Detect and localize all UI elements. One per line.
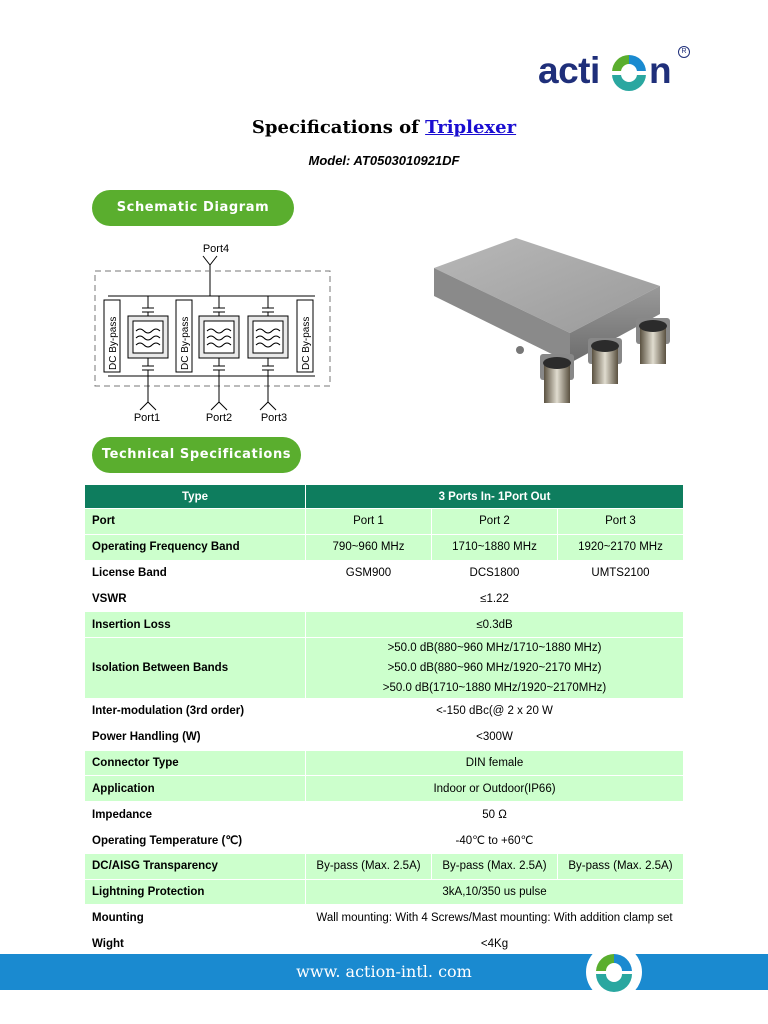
row-value: By-pass (Max. 2.5A) <box>557 853 683 879</box>
footer-url-link[interactable]: www. action-intl. com <box>296 962 472 981</box>
row-value: By-pass (Max. 2.5A) <box>431 853 557 879</box>
row-value <box>306 637 684 698</box>
filter-block-2 <box>199 296 239 370</box>
registered-mark: R <box>678 46 690 58</box>
brand-logo <box>536 50 692 100</box>
table-row <box>85 724 684 750</box>
logo-text-right: n <box>649 50 672 91</box>
type-header-value: 3 Ports In- 1Port Out <box>306 485 684 509</box>
table-row <box>85 586 684 612</box>
row-label: Application <box>85 776 306 802</box>
row-value: ≤0.3dB <box>306 612 684 638</box>
table-row <box>85 534 684 560</box>
row-value: 50 Ω <box>306 802 684 828</box>
row-label: Wight <box>85 931 306 957</box>
table-row <box>85 612 684 638</box>
row-value: UMTS2100 <box>557 560 683 586</box>
table-row <box>85 879 684 905</box>
isolation-line: >50.0 dB(880~960 MHz/1920~2170 MHz) <box>387 661 602 674</box>
row-value: 1710~1880 MHz <box>431 534 557 560</box>
row-value: 3kA,10/350 us pulse <box>306 879 684 905</box>
bypass-label-3: DC By-pass <box>301 316 312 370</box>
bypass-label-1: DC By-pass <box>108 316 119 370</box>
footer-bar <box>0 954 768 990</box>
footer-logo-badge <box>586 944 642 1000</box>
row-label: Mounting <box>85 905 306 931</box>
table-row <box>85 776 684 802</box>
title-prefix: Specifications of <box>251 117 426 138</box>
port2-label: Port2 <box>205 412 233 424</box>
row-label: Inter-modulation (3rd order) <box>85 698 306 724</box>
table-row <box>85 905 684 931</box>
row-value: <-150 dBc(@ 2 x 20 W <box>306 698 684 724</box>
din-connector-1 <box>540 354 574 403</box>
type-header: Type <box>85 485 306 509</box>
table-row <box>85 637 684 698</box>
page-title <box>0 117 768 138</box>
table-row <box>85 802 684 828</box>
row-value: Port 2 <box>431 509 557 535</box>
row-value: By-pass (Max. 2.5A) <box>306 853 432 879</box>
footer-logo-icon <box>586 944 642 1000</box>
row-value: Indoor or Outdoor(IP66) <box>306 776 684 802</box>
row-value: <300W <box>306 724 684 750</box>
row-label: Operating Temperature (℃) <box>85 827 306 853</box>
schematic-diagram-heading: Schematic Diagram <box>92 190 294 226</box>
table-row <box>85 750 684 776</box>
row-label: Port <box>85 509 306 535</box>
table-row <box>85 827 684 853</box>
table-row <box>85 698 684 724</box>
model-number: Model: AT0503010921DF <box>308 153 460 168</box>
product-photo <box>420 228 710 418</box>
row-value: Wall mounting: With 4 Screws/Mast mounting: With addition clamp set <box>306 905 684 931</box>
row-label: Isolation Between Bands <box>85 637 306 698</box>
row-value: <4Kg <box>306 931 684 957</box>
port4-label: Port4 <box>202 243 230 255</box>
table-row <box>85 853 684 879</box>
row-label: Lightning Protection <box>85 879 306 905</box>
row-value: Port 1 <box>306 509 432 535</box>
din-connector-2 <box>588 338 622 384</box>
logo-text-left: acti <box>538 50 600 91</box>
row-value: GSM900 <box>306 560 432 586</box>
isolation-line: >50.0 dB(1710~1880 MHz/1920~2170MHz) <box>382 681 607 694</box>
technical-specifications-heading: Technical Specifications <box>92 437 301 473</box>
row-value: ≤1.22 <box>306 586 684 612</box>
row-label: Connector Type <box>85 750 306 776</box>
row-label: VSWR <box>85 586 306 612</box>
row-label: DC/AISG Transparency <box>85 853 306 879</box>
row-label: Operating Frequency Band <box>85 534 306 560</box>
port1-label: Port1 <box>133 412 161 424</box>
filter-block-3 <box>248 296 288 370</box>
triplexer-link[interactable]: Triplexer <box>425 117 517 138</box>
row-value: Port 3 <box>557 509 683 535</box>
logo-o-icon <box>609 52 649 94</box>
row-value: DIN female <box>306 750 684 776</box>
specifications-table <box>84 484 684 957</box>
isolation-line: >50.0 dB(880~960 MHz/1710~1880 MHz) <box>387 641 602 654</box>
table-row <box>85 560 684 586</box>
row-label: License Band <box>85 560 306 586</box>
table-header-row <box>85 485 684 509</box>
row-label: Impedance <box>85 802 306 828</box>
row-label: Insertion Loss <box>85 612 306 638</box>
row-value: 790~960 MHz <box>306 534 432 560</box>
table-row <box>85 509 684 535</box>
row-value: DCS1800 <box>431 560 557 586</box>
din-connector-3 <box>636 318 670 364</box>
port3-label: Port3 <box>260 412 288 424</box>
row-label: Power Handling (W) <box>85 724 306 750</box>
bypass-label-2: DC By-pass <box>180 316 191 370</box>
row-value: -40℃ to +60℃ <box>306 827 684 853</box>
row-value: 1920~2170 MHz <box>557 534 683 560</box>
schematic-diagram <box>90 238 340 428</box>
